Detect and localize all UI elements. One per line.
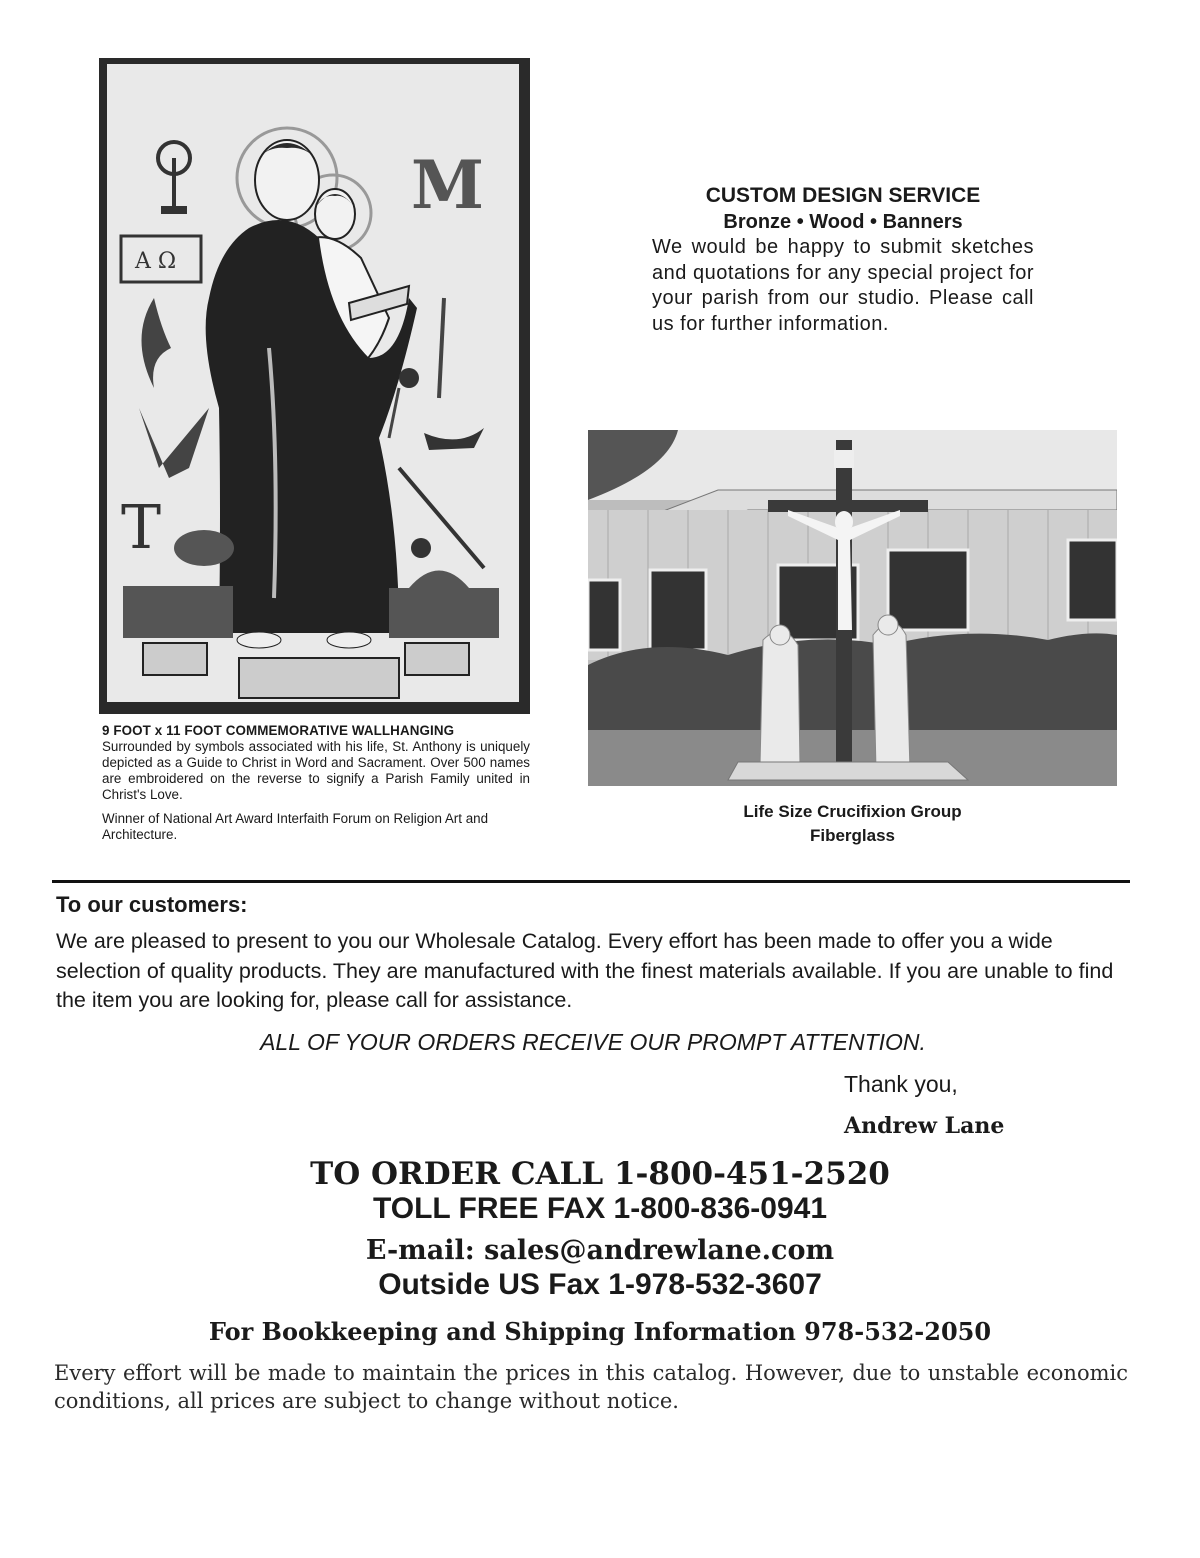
- custom-design-subtitle: Bronze • Wood • Banners: [723, 211, 963, 233]
- crucifixion-caption-line2: Fiberglass: [809, 826, 896, 845]
- letter-closing: Thank you,: [844, 1071, 958, 1097]
- letter-heading: To our customers:: [56, 892, 248, 917]
- bookkeeping-phone: For Bookkeeping and Shipping Information 978-532-2050: [208, 1317, 992, 1346]
- toll-free-fax: TOLL FREE FAX 1-800-836-0941: [372, 1192, 828, 1225]
- prompt-attention-line: ALL OF YOUR ORDERS RECEIVE OUR PROMPT ATTENTION.: [260, 1029, 926, 1055]
- custom-design-title: CUSTOM DESIGN SERVICE: [705, 184, 981, 207]
- wallhanging-caption-body: Surrounded by symbols associated with his life, St. Anthony is uniquely depicted as a Guide to Christ in Word and Sacrament. Over 500 names are embroidered on the reverse to signify a Parish Family united in Christ's Love.: [102, 739, 530, 802]
- custom-design-section: [652, 183, 1034, 337]
- svg-text:M: M: [411, 146, 485, 224]
- crucifixion-group-photo: [588, 430, 1117, 786]
- crucifixion-caption-line1: Life Size Crucifixion Group: [743, 802, 962, 821]
- section-divider: [52, 880, 1130, 883]
- email-address: E-mail: sales@andrewlane.com: [365, 1235, 835, 1266]
- wallhanging-caption: [102, 723, 530, 843]
- wallhanging-caption-title: 9 FOOT x 11 FOOT COMMEMORATIVE WALLHANGING: [102, 723, 455, 738]
- custom-design-body: We would be happy to submit sketches and quotations for any special project for your parish from our studio. Please call us for further information.: [652, 236, 1034, 335]
- wallhanging-award: Winner of National Art Award Interfaith Forum on Religion Art and Architecture.: [102, 811, 489, 842]
- svg-text:A Ω: A Ω: [135, 249, 177, 274]
- crucifixion-caption: [588, 800, 1117, 848]
- wallhanging-photo: [99, 58, 530, 714]
- outside-us-fax: Outside US Fax 1-978-532-3607: [378, 1268, 822, 1301]
- price-disclaimer: Every effort will be made to maintain the prices in this catalog. However, due to unstable economic conditions, all prices are subject to change without notice.: [54, 1361, 1128, 1413]
- letter-signature: Andrew Lane: [844, 1113, 1005, 1139]
- letter-body: We are pleased to present to you our Wholesale Catalog. Every effort has been made to offer you a wide selection of quality products. They are manufactured with the finest materials available. If you are unable to find the item you are looking for, please call for assistance.: [56, 929, 1114, 1012]
- svg-text:T: T: [121, 493, 162, 563]
- order-phone: TO ORDER CALL 1-800-451-2520: [310, 1156, 890, 1192]
